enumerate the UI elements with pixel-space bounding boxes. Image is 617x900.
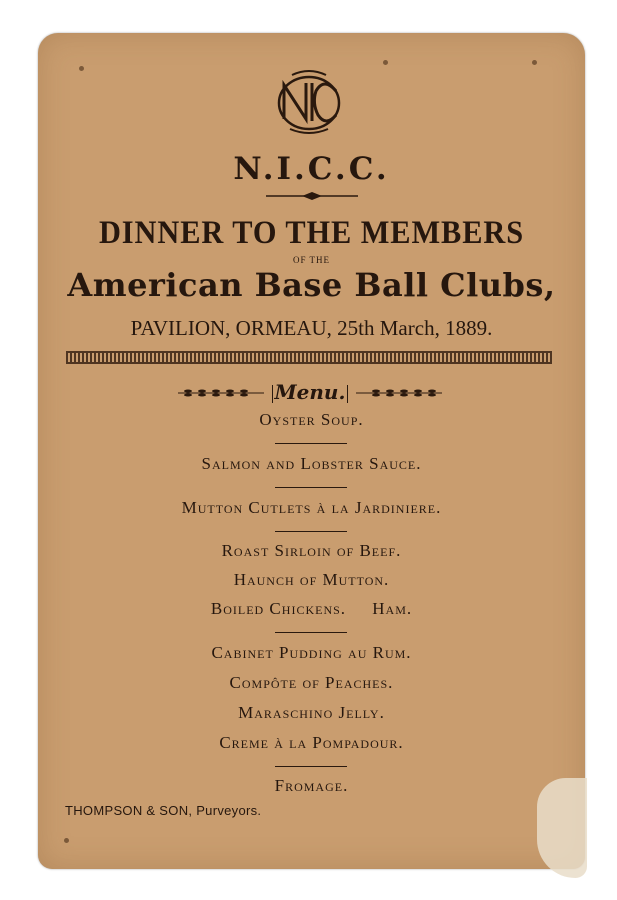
clubs-title: American Base Ball Clubs, <box>67 266 556 304</box>
menu-item-chickens-ham: Boiled Chickens. Ham. <box>210 599 413 618</box>
double-rule <box>66 351 552 364</box>
club-name: N.I.C.C. <box>233 151 390 187</box>
menu-item-maraschino: Maraschino Jelly. <box>238 703 385 722</box>
menu-heading-text: Menu. <box>274 380 346 404</box>
course-separator <box>275 632 347 633</box>
menu-item-fromage: Fromage. <box>274 776 349 795</box>
pin-hole-left <box>79 66 84 71</box>
leaf-ornament-left-icon <box>178 388 264 398</box>
monogram-logo <box>274 69 344 135</box>
dinner-title: DINNER TO THE MEMBERS <box>98 215 525 251</box>
menu-item-compote: Compôte of Peaches. <box>229 673 394 692</box>
menu-item-mutton-cutlets: Mutton Cutlets à la Jardiniere. <box>181 498 442 517</box>
menu-heading <box>268 380 352 404</box>
pin-hole-right <box>532 60 537 65</box>
pin-hole-bottom-left <box>64 838 69 843</box>
menu-card <box>38 33 585 869</box>
divider-ornament <box>266 192 358 200</box>
menu-item-creme: Creme à la Pompadour. <box>219 733 404 752</box>
menu-item-salmon: Salmon and Lobster Sauce. <box>201 454 422 473</box>
menu-item-oyster-soup: Oyster Soup. <box>259 410 364 429</box>
menu-item-haunch: Haunch of Mutton. <box>233 570 390 589</box>
menu-heading-row <box>178 380 442 404</box>
course-separator <box>275 766 347 767</box>
menu-item-cabinet-pudding: Cabinet Pudding au Rum. <box>211 643 412 662</box>
course-separator <box>275 443 347 444</box>
course-separator <box>275 531 347 532</box>
leaf-ornament-right-icon <box>356 388 442 398</box>
pin-hole-center <box>383 60 388 65</box>
menu-item-roast-sirloin: Roast Sirloin of Beef. <box>221 541 402 560</box>
purveyor-credit: THOMPSON & SON, Purveyors. <box>65 803 262 818</box>
of-the-text: OF THE <box>292 255 331 265</box>
course-separator <box>275 487 347 488</box>
venue-date: PAVILION, ORMEAU, 25th March, 1889. <box>130 316 493 340</box>
